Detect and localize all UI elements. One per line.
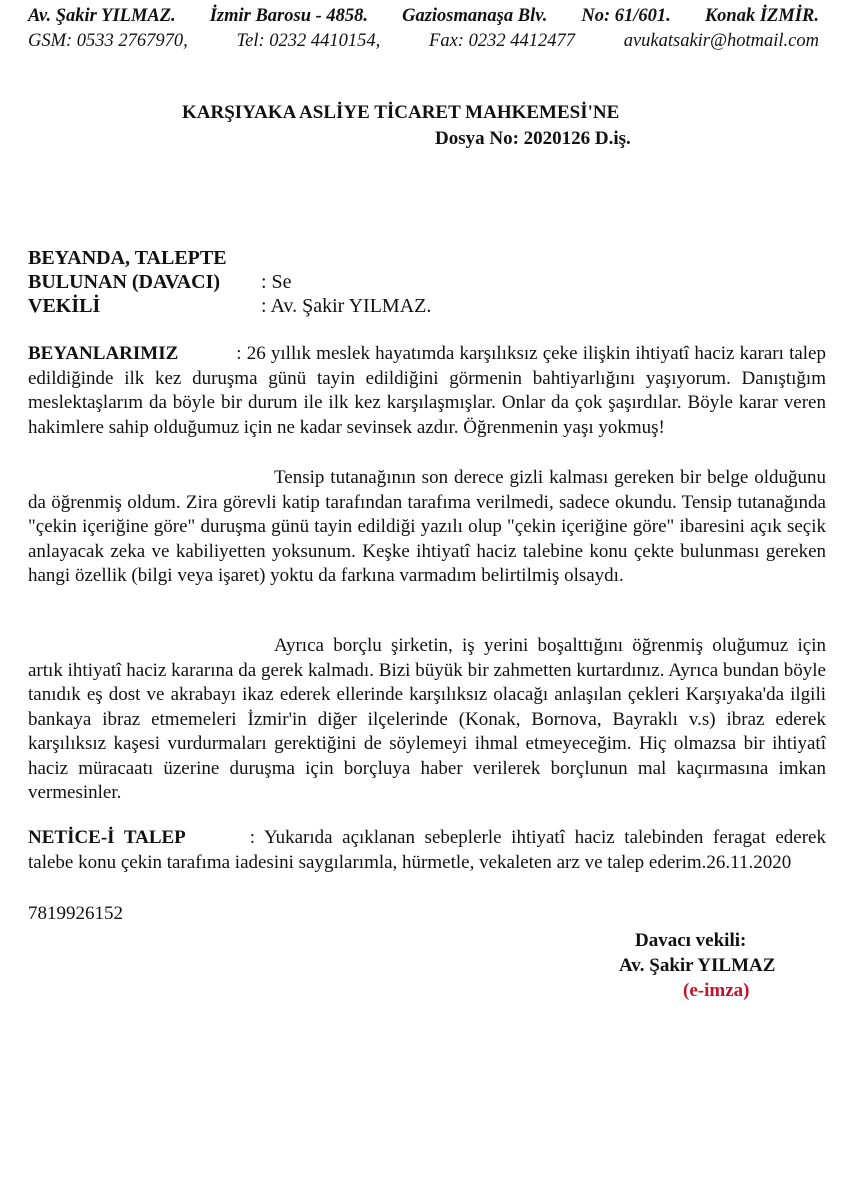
party-label-2: BULUNAN (DAVACI) <box>28 271 221 293</box>
paragraph-3-text: Ayrıca borçlu şirketin, iş yerini boşalttığını öğrenmiş oluğumuz için artık ihtiyatî haciz kararına da gerek kalmadı. Bizi büyük bir zahmetten kurtardınız. Ayrıca bundan böyle tanıdık eş dost ve akrabayı ikaz ederek ellerinde karşılıksız olacağı anlaşılan çekleri Karşıyaka'da ilgili bankaya ibraz etmemeleri İzmir'in diğer ilçelerinde (Konak, Bornova, Bayraklı v.s) ibraz ederek karşılıksız kaşesi vurdurmaları gerektiğini de söylemeyi ihmal etmeyeceğim. Hiç olmazsa bir ihtiyatî haciz müracaatı üzerine duruşma için borçluya haber verilerek borçlunun mal kaçırmasına imkan vermesinler. <box>28 635 826 803</box>
email-address: avukatsakir@hotmail.com <box>623 31 819 51</box>
party-label-1: BEYANDA, TALEPTE <box>28 247 227 269</box>
document-number: 7819926152 <box>28 903 123 924</box>
signature-name: Av. Şakir YILMAZ <box>619 955 776 976</box>
paragraph-3 <box>28 634 826 806</box>
request-paragraph <box>28 826 826 875</box>
door-number: No: 61/601. <box>581 6 671 26</box>
fax-number: Fax: 0232 4412477 <box>429 31 575 51</box>
tel-number: Tel: 0232 4410154, <box>236 31 381 51</box>
district-city: Konak İZMİR. <box>704 6 819 26</box>
attorney-name: : Av. Şakir YILMAZ. <box>261 295 432 317</box>
request-text: : Yukarıda açıklanan sebeplerle ihtiyatî haciz talebinden feragat ederek talebe konu çekin tarafıma iadesini saygılarımla, hürmetle, vekaleten arz ve talep ederim.26.11.2020 <box>28 827 826 873</box>
letterhead-line-1 <box>28 6 819 27</box>
letterhead-line-2 <box>28 31 819 52</box>
attorney-label: VEKİLİ <box>28 295 101 317</box>
court-heading: KARŞIYAKA ASLİYE TİCARET MAHKEMESİ'NE <box>182 102 620 123</box>
case-number: Dosya No: 2020126 D.iş. <box>435 128 631 149</box>
paragraph-2 <box>28 466 826 589</box>
statement-heading: BEYANLARIMIZ <box>28 343 179 364</box>
paragraph-2-text: Tensip tutanağının son derece gizli kalması gereken bir belge olduğunu da öğrenmiş oldum. Zira görevli katip tarafından tarafıma verilmedi, sadece okundu. Tensip tutanağında "çekin içeriğine göre" duruşma günü tayin edildiği yazılı olup "çekin içeriğine göre" ibaresini açık seçik anlayacak zeka ve kabiliyetten yoksunum. Keşke ihtiyatî haciz talebine konu çekte bulunması gereken hangi özellik (bilgi veya işaret) yoktu da farkına varmadım belirtilmiş olsaydı. <box>28 467 826 586</box>
statement-text: : 26 yıllık meslek hayatımda karşılıksız çeke ilişkin ihtiyatî haciz kararı talep edildiğinde ilk kez duruşma günü tayin edildiğini görmenin bahtiyarlığını yaşıyorum. Danıştığım meslektaşlarım da böyle bir durum ile ilk kez karşılaşmışlar. Onlar da çok şaşırdılar. Böyle karar veren hakimlere sahip olduğumuz için ne kadar sevinsek azdır. Öğrenmenin yaşı yokmuş! <box>28 343 826 438</box>
statement-paragraph <box>28 342 826 440</box>
plaintiff-name: : Se <box>261 271 292 293</box>
e-signature-mark: (e-imza) <box>683 980 750 1001</box>
request-heading: NETİCE-İ TALEP <box>28 827 186 848</box>
gsm-number: GSM: 0533 2767970, <box>28 31 188 51</box>
street-address: Gaziosmanaşa Blv. <box>402 6 548 26</box>
signature-title: Davacı vekili: <box>635 930 747 951</box>
lawyer-name: Av. Şakir YILMAZ. <box>28 6 176 26</box>
bar-registration: İzmir Barosu - 4858. <box>209 6 369 26</box>
